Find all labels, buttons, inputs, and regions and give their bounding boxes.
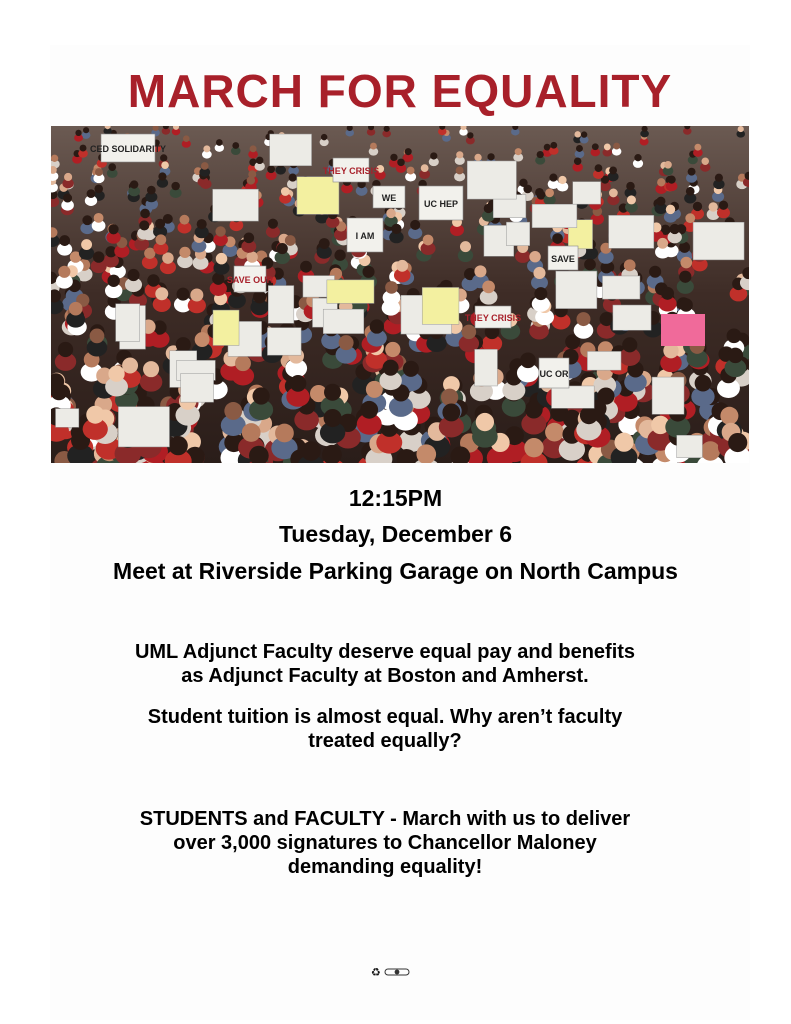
protest-sign-text: UC HEP (423, 199, 459, 209)
protest-sign (297, 177, 339, 215)
protest-sign (270, 134, 312, 166)
protest-sign (467, 161, 516, 199)
protest-sign-text: CED SOLIDARITY (89, 144, 167, 154)
protest-sign-text: THEY CRISIS (322, 166, 380, 176)
protest-sign-text: SAVE OUR (226, 275, 274, 285)
protest-sign (56, 409, 79, 428)
protest-sign-text: I AM (355, 231, 375, 241)
protest-sign (602, 276, 639, 299)
protest-sign (652, 377, 684, 414)
protest-sign (556, 271, 597, 308)
paragraph-line: demanding equality! (287, 856, 483, 878)
protest-sign (552, 386, 595, 408)
protest-sign (693, 222, 744, 260)
protest-sign (181, 373, 214, 402)
protest-sign (213, 189, 259, 221)
paragraph-line: UML Adjunct Faculty deserve equal pay and benefits (134, 641, 636, 663)
paragraph-line: treated equally? (308, 730, 462, 752)
protest-sign (532, 204, 577, 227)
protest-sign (661, 314, 705, 346)
protest-sign (475, 349, 498, 386)
crowd-protest-image (51, 126, 749, 463)
protest-sign (613, 305, 651, 330)
paragraph-line: over 3,000 signatures to Chancellor Maloney (173, 832, 597, 854)
recycle-icon (371, 965, 411, 979)
paragraph-call-to-action (60, 807, 710, 879)
protest-sign (587, 351, 621, 370)
protest-sign (573, 182, 601, 205)
flyer-title: MARCH FOR EQUALITY (127, 65, 673, 117)
paragraph-tuition (60, 705, 710, 753)
protest-sign (213, 310, 239, 345)
protest-sign (268, 286, 294, 324)
protest-sign (323, 309, 364, 333)
protest-sign (118, 407, 169, 447)
protest-sign (677, 435, 703, 457)
protest-sign-text: SAVE (551, 254, 575, 264)
protest-sign (267, 328, 301, 356)
paragraph-equal-pay (60, 640, 710, 688)
event-location: Meet at Riverside Parking Garage on North Campus (113, 558, 678, 584)
paragraph-line: as Adjunct Faculty at Boston and Amherst. (181, 665, 589, 687)
protest-sign (609, 215, 654, 248)
protest-sign (116, 304, 140, 342)
protest-sign-text: UC OR (539, 369, 569, 379)
svg-text:♻: ♻ (371, 966, 381, 979)
protest-sign (422, 287, 459, 324)
event-time: 12:15PM (348, 485, 443, 511)
protest-sign (506, 222, 529, 245)
paragraph-line: Student tuition is almost equal. Why aren’t faculty (147, 706, 623, 728)
event-date: Tuesday, December 6 (278, 521, 513, 547)
crowd-photo (51, 126, 749, 463)
protest-sign-text: WE (381, 193, 397, 203)
protest-sign (327, 280, 374, 303)
paragraph-line: STUDENTS and FACULTY - March with us to deliver (139, 808, 631, 830)
protest-sign-text: THEY CRISIS (464, 313, 522, 323)
